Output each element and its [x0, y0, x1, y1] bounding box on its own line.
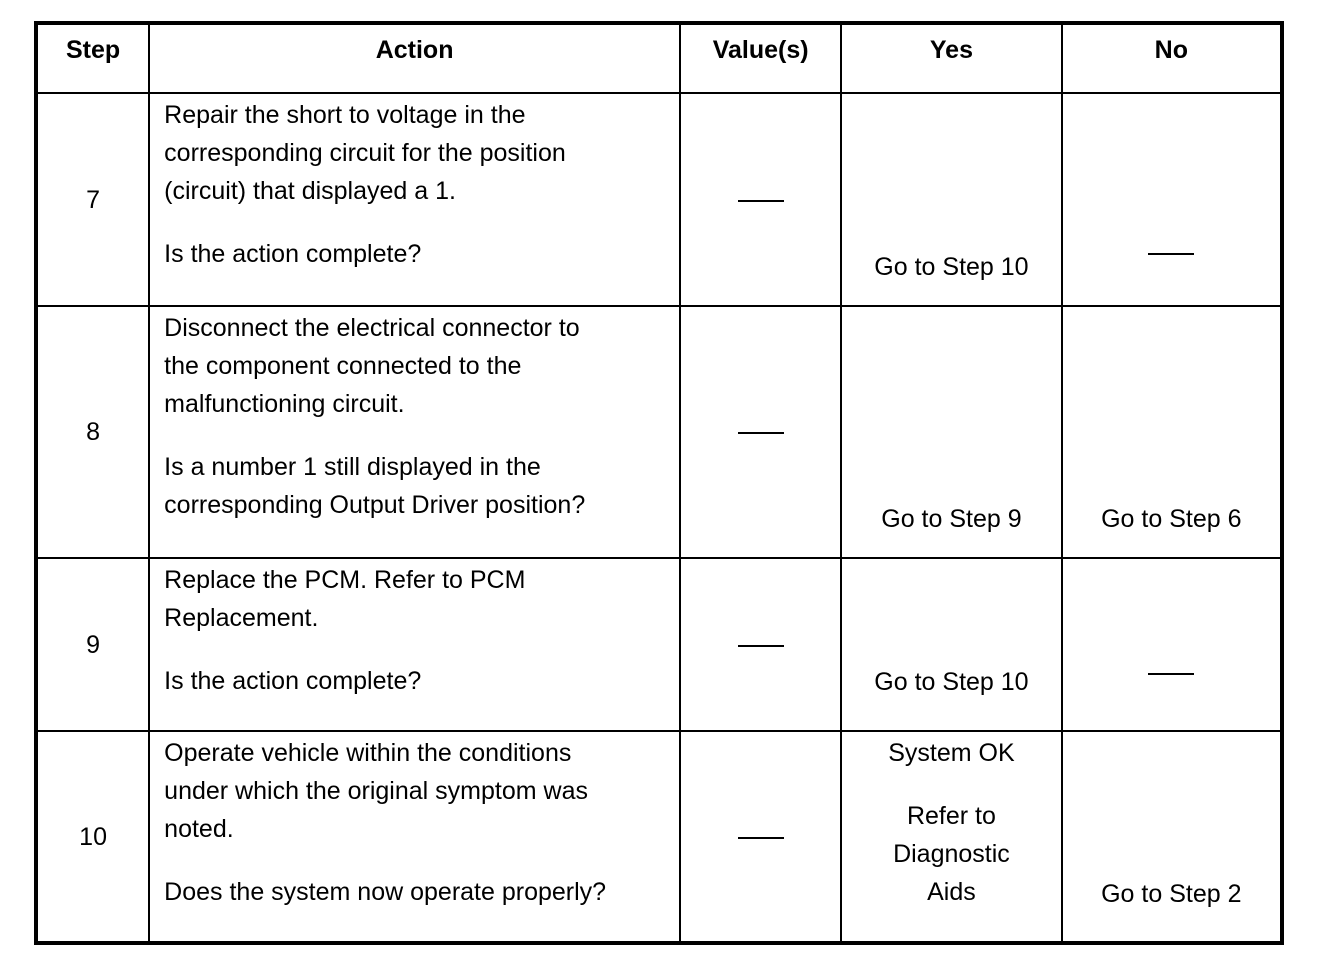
action-line: Operate vehicle within the conditions [164, 739, 572, 767]
action-cell [149, 731, 680, 943]
action-line: under which the original symptom was [164, 777, 588, 805]
no-cell [1062, 731, 1282, 943]
question-line: Is the action complete? [164, 667, 422, 695]
step-number: 8 [36, 306, 149, 558]
yes-refer-line: Aids [927, 878, 976, 906]
yes-refer-line: Diagnostic [893, 840, 1010, 868]
header-values: Value(s) [680, 23, 841, 93]
question-line: Is the action complete? [164, 240, 422, 268]
no-result: Go to Step 2 [1101, 880, 1242, 908]
action-line: malfunctioning circuit. [164, 390, 405, 418]
step-number: 10 [36, 731, 149, 943]
action-cell [149, 93, 680, 306]
value-cell [680, 558, 841, 731]
yes-cell [841, 731, 1061, 943]
header-action: Action [149, 23, 680, 93]
header-row [36, 23, 1282, 93]
table-row [36, 731, 1282, 943]
value-cell [680, 93, 841, 306]
header-yes: Yes [841, 23, 1061, 93]
value-cell [680, 731, 841, 943]
action-line: Replace the PCM. Refer to PCM [164, 566, 526, 594]
diagnostic-table [34, 21, 1284, 945]
value-dash [738, 432, 784, 434]
action-line: corresponding circuit for the position [164, 139, 566, 167]
header-no: No [1062, 23, 1282, 93]
yes-cell [841, 306, 1061, 558]
no-cell [1062, 306, 1282, 558]
question-line: corresponding Output Driver position? [164, 491, 586, 519]
table-row [36, 306, 1282, 558]
value-dash [738, 837, 784, 839]
action-line: Replacement. [164, 604, 319, 632]
yes-result: Go to Step 9 [881, 505, 1022, 533]
action-line: Disconnect the electrical connector to [164, 314, 580, 342]
header-step: Step [36, 23, 149, 93]
action-cell [149, 558, 680, 731]
yes-cell [841, 558, 1061, 731]
yes-cell [841, 93, 1061, 306]
no-cell [1062, 93, 1282, 306]
step-number: 7 [36, 93, 149, 306]
yes-refer-line: Refer to [906, 802, 996, 830]
yes-result: System OK [888, 739, 1015, 767]
no-cell [1062, 558, 1282, 731]
yes-result: Go to Step 10 [874, 253, 1029, 281]
no-result: Go to Step 6 [1101, 505, 1242, 533]
question-line: Is a number 1 still displayed in the [164, 453, 541, 481]
step-number: 9 [36, 558, 149, 731]
action-line: noted. [164, 815, 234, 843]
no-dash [1148, 673, 1194, 675]
value-dash [738, 645, 784, 647]
action-line: Repair the short to voltage in the [164, 101, 526, 129]
no-dash [1148, 253, 1194, 255]
table-row [36, 93, 1282, 306]
action-line: (circuit) that displayed a 1. [164, 177, 456, 205]
table-row [36, 558, 1282, 731]
value-dash [738, 200, 784, 202]
action-cell [149, 306, 680, 558]
value-cell [680, 306, 841, 558]
question-line: Does the system now operate properly? [164, 878, 607, 906]
yes-result: Go to Step 10 [874, 668, 1029, 696]
action-line: the component connected to the [164, 352, 522, 380]
